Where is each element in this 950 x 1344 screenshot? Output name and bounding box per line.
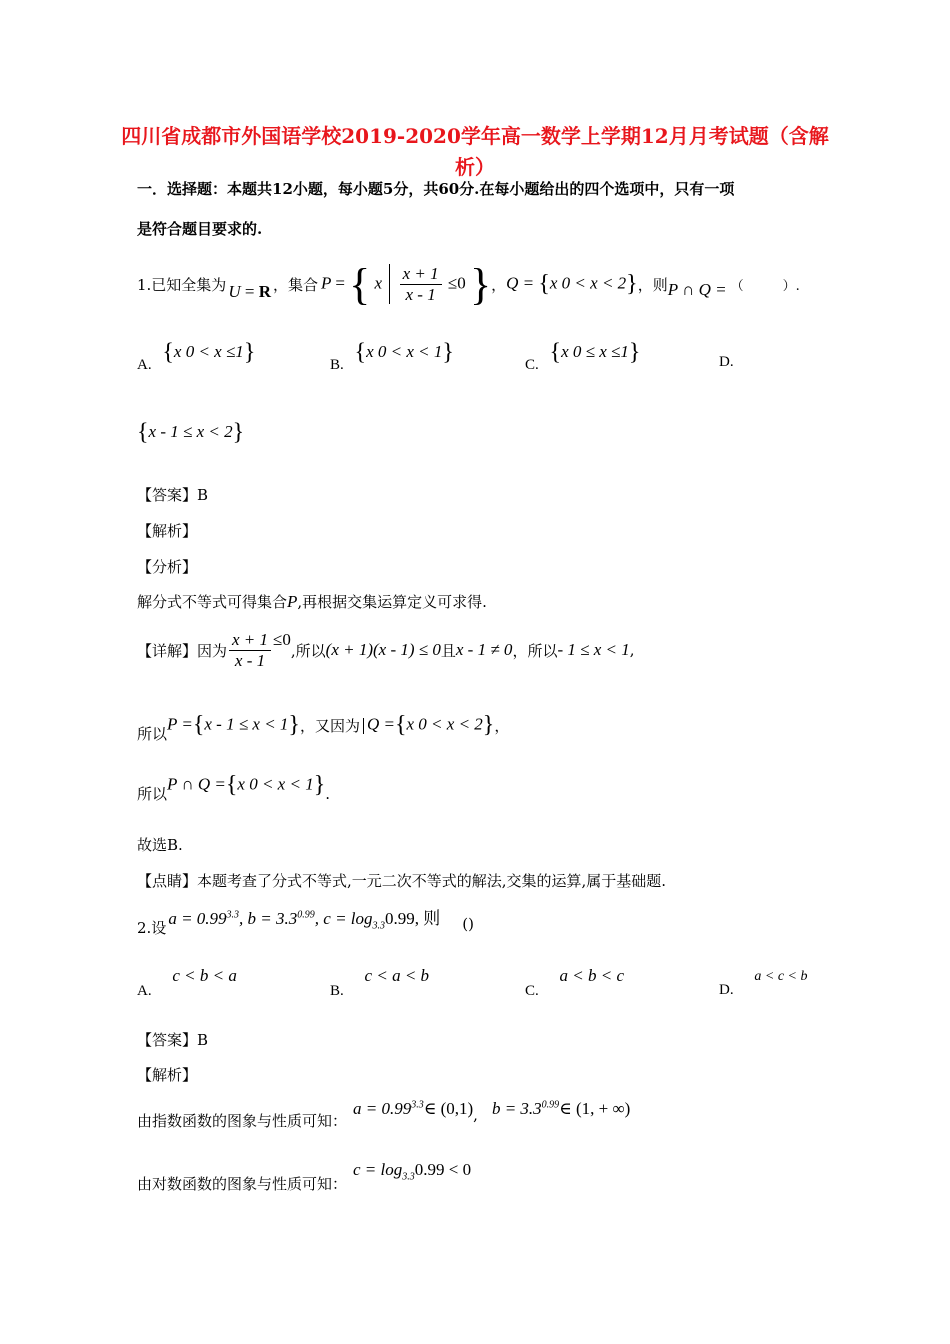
q1-so-P: 所以 P ={x - 1 ≤ x < 1} ，又因为 Q ={x 0 < x < 2} ， (137, 712, 510, 743)
q2-analysis-label: 【解析】 (137, 1066, 198, 1084)
q1-U: U (228, 282, 241, 301)
q2-line1-a-in: ∈ (0,1) (423, 1098, 474, 1118)
q1-set-Q: Q = {x 0 < x < 2} (506, 270, 638, 297)
detail-numerator: x + 1 (229, 630, 271, 651)
q1-analysis-label: 【解析】 (137, 522, 198, 540)
so-int-set: x 0 < x < 1 (237, 774, 314, 794)
fenxi-text1: 解分式不等式可得集合 (137, 593, 288, 611)
q2-line1 (137, 1098, 631, 1130)
detail-label: 【详解】因为 (137, 641, 228, 660)
q1-eq: = (335, 272, 345, 292)
detail-fraction (229, 630, 271, 671)
fenxi-P: P (287, 592, 298, 611)
q1-le0: ≤0 (447, 272, 466, 292)
q2-c-rest: 0.99, 则 (385, 909, 441, 928)
q2-option-c[interactable] (525, 966, 625, 999)
q1-Q: Q = (506, 272, 535, 292)
q1-comma2: ， (491, 275, 507, 294)
q2-line1-a: a = 0.99 (353, 1098, 412, 1118)
option-expr: a < b < c (559, 966, 625, 985)
option-label: D. (719, 982, 734, 998)
q2-option-a[interactable] (137, 966, 237, 999)
q2-a: a = 0.99 (168, 909, 227, 928)
q1-x: x (374, 272, 383, 292)
q2-c-sub: 3.3 (372, 920, 386, 932)
option-expr: x - 1 ≤ x < 2 (148, 422, 233, 442)
q1-denominator: x - 1 (405, 284, 436, 304)
q2-line1-comma: , (473, 1105, 478, 1124)
q1-set-P: P = { x $\frac{x + 1}{x - 1}$ ≤0 } (320, 259, 492, 309)
option-label: C. (525, 357, 539, 374)
q1-R: R (258, 282, 271, 301)
q1-fenxi-text (137, 591, 487, 612)
q1-option-c[interactable]: C. {x 0 ≤ x ≤1} (525, 340, 641, 374)
q1-then: ，则 (637, 275, 668, 294)
again-end: ， (494, 717, 510, 735)
q2-answer: 【答案】B (137, 1031, 209, 1049)
q2-option-b[interactable] (330, 966, 430, 999)
q1-choose: 故选B. (137, 836, 183, 854)
section-heading-line2: 是符合题目要求的. (137, 220, 263, 238)
so-P-set: x - 1 ≤ x < 1 (204, 714, 289, 734)
option-expr: x 0 < x ≤1 (173, 342, 244, 362)
q1-fraction (400, 264, 442, 305)
q1-numerator: x + 1 (400, 264, 442, 285)
so-P-left: P = (167, 714, 193, 734)
q2-line1-b-exp: 0.99 (541, 1098, 560, 1110)
option-expr: x 0 ≤ x ≤1 (561, 342, 629, 362)
option-label: D. (719, 354, 734, 370)
q1-option-d-label[interactable] (719, 352, 734, 371)
q1-fenxi-label: 【分析】 (137, 558, 198, 576)
q1-universal (228, 282, 271, 302)
q1-option-b[interactable]: B. {x 0 < x < 1} (330, 340, 454, 374)
so-P-prefix: 所以 (137, 725, 168, 743)
q1-intersection: P ∩ Q = (667, 280, 727, 299)
q2-option-d[interactable] (719, 966, 808, 998)
option-expr: x 0 < x < 1 (366, 342, 443, 362)
q1-answer: 【答案】B (137, 486, 209, 504)
q2-stem (137, 904, 474, 938)
fenxi-text2: ,再根据交集运算定义可求得. (297, 593, 487, 611)
option-label: B. (330, 983, 344, 999)
q2-line2-c: c = log (353, 1160, 403, 1179)
detail-so: ,所以 (290, 641, 326, 660)
q2-line1-b-in: ∈ (1, + ∞) (559, 1098, 631, 1118)
q2-paren: () (462, 914, 474, 933)
page-title: 四川省成都市外国语学校2019-2020学年高一数学上学期12月月考试题（含解析） (121, 124, 829, 179)
q1-comma1: ，集合 (272, 275, 318, 294)
q2-line2-c-sub: 3.3 (402, 1171, 415, 1183)
q1-stem (137, 258, 800, 310)
q2-line1-a-exp: 3.3 (411, 1098, 424, 1110)
q1-dianjing: 【点睛】本题考查了分式不等式,一元二次不等式的解法,交集的运算,属于基础题. (137, 872, 667, 890)
option-label: B. (330, 357, 344, 374)
option-label: A. (137, 357, 152, 374)
so-int-end: . (325, 784, 331, 803)
q1-eqR: = (244, 282, 255, 301)
option-label: A. (137, 983, 152, 999)
detail-ne: x - 1 ≠ 0 (455, 640, 513, 659)
q2-line1-text: 由指数函数的图象与性质可知： (137, 1112, 348, 1130)
detail-and: 且 (440, 641, 456, 660)
option-expr: a < c < b (754, 969, 808, 984)
again-Q: Q = (366, 714, 395, 734)
again-text: ，又因为 (299, 717, 360, 735)
q1-Qset: x 0 < x < 2 (549, 272, 627, 292)
detail-so2: ，所以 (512, 641, 558, 660)
detail-range: - 1 ≤ x < 1 (557, 640, 630, 659)
option-expr: c < a < b (364, 966, 430, 985)
q2-c: , c = log (314, 909, 373, 928)
q2-line2-text: 由对数函数的图象与性质可知： (137, 1174, 348, 1193)
q2-line2 (137, 1160, 472, 1193)
detail-denominator: x - 1 (234, 650, 266, 670)
q2-line1-b: b = 3.3 (491, 1098, 542, 1118)
q2-b-exp: 0.99 (297, 909, 315, 921)
q2-line2-c-rest: 0.99 < 0 (414, 1160, 472, 1179)
so-int-prefix: 所以 (137, 785, 168, 803)
so-int-left: P ∩ Q = (167, 774, 226, 794)
option-label: C. (525, 983, 539, 999)
q1-option-d-expr[interactable]: {x - 1 ≤ x < 2} (137, 420, 245, 446)
again-Qset: x 0 < x < 2 (406, 714, 483, 734)
section-heading-line1: 一．选择题：本题共12小题，每小题5分，共60分.在每小题给出的四个选项中，只有一项 (137, 180, 735, 198)
q2-b: , b = 3.3 (239, 909, 298, 928)
detail-le0: ≤0 (273, 630, 291, 649)
option-expr: c < b < a (172, 966, 237, 985)
q1-detail (137, 624, 635, 676)
q1-option-a[interactable]: A. {x 0 < x ≤1} (137, 340, 256, 374)
q2-a-exp: 3.3 (226, 909, 240, 921)
q1-paren: （ ）. (730, 278, 800, 294)
q1-prefix: 1.已知全集为 (137, 275, 227, 294)
q1-P: P (320, 272, 332, 292)
detail-comma: , (629, 641, 635, 659)
q1-so-intersection: 所以 P ∩ Q ={x 0 < x < 1} . (137, 772, 331, 803)
detail-product: (x + 1)(x - 1) ≤ 0 (325, 640, 441, 659)
q2-prefix: 2.设 (137, 919, 167, 938)
